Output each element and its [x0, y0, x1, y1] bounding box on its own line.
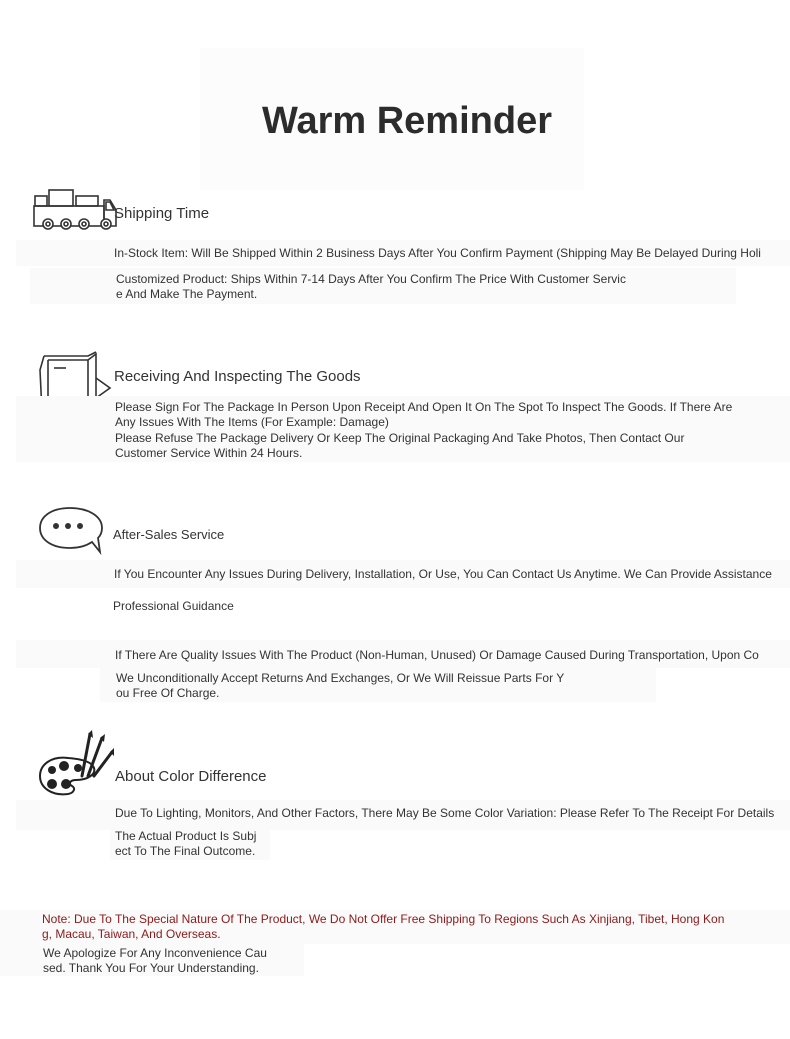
apology-text: We Apologize For Any Inconvenience Cau sed. Thank You For Your Understanding.	[43, 946, 267, 975]
color-difference-heading: About Color Difference	[115, 768, 267, 785]
after-sales-quality-text: If There Are Quality Issues With The Product (Non-Human, Unused) Or Damage Caused During Transportation, Upon Co	[115, 648, 759, 662]
truck-icon	[32, 188, 118, 234]
receiving-refuse-text: Please Refuse The Package Delivery Or Keep The Original Packaging And Take Photos, Then Contact Our Customer Service Within 24 Hours.	[115, 431, 685, 460]
page-title: Warm Reminder	[262, 100, 552, 142]
color-variation-text: Due To Lighting, Monitors, And Other Factors, There May Be Some Color Variation: Please Refer To The Receipt For Details	[115, 806, 775, 820]
receiving-sign-text: Please Sign For The Package In Person Upon Receipt And Open It On The Spot To Inspect The Goods. If There Are Any Issues With The Items (For Example: Damage)	[115, 400, 733, 429]
after-sales-guidance-text: Professional Guidance	[113, 599, 234, 613]
shipping-note-text: Note: Due To The Special Nature Of The Product, We Do Not Offer Free Shipping To Regions Such As Xinjiang, Tibet, Hong Kon g, Macau, Taiwan, And Overseas.	[42, 912, 725, 941]
receiving-heading: Receiving And Inspecting The Goods	[114, 368, 361, 385]
shipping-custom-text: Customized Product: Ships Within 7-14 Days After You Confirm The Price With Customer Servic e And Make The Payment.	[116, 272, 626, 301]
shipping-instock-text: In-Stock Item: Will Be Shipped Within 2 Business Days After You Confirm Payment (Shipping May Be Delayed During Holi	[114, 246, 761, 260]
after-sales-returns-text: We Unconditionally Accept Returns And Exchanges, Or We Will Reissue Parts For Y ou Free Of Charge.	[116, 671, 565, 700]
after-sales-contact-text: If You Encounter Any Issues During Delivery, Installation, Or Use, You Can Contact Us Anytime. We Can Provide Assistance	[114, 567, 772, 581]
shipping-heading: Shipping Time	[114, 205, 210, 222]
after-sales-heading: After-Sales Service	[113, 527, 225, 542]
paint-palette-icon	[38, 730, 114, 800]
color-outcome-text: The Actual Product Is Subj ect To The Final Outcome.	[115, 829, 257, 858]
chat-bubble-icon	[38, 506, 104, 556]
